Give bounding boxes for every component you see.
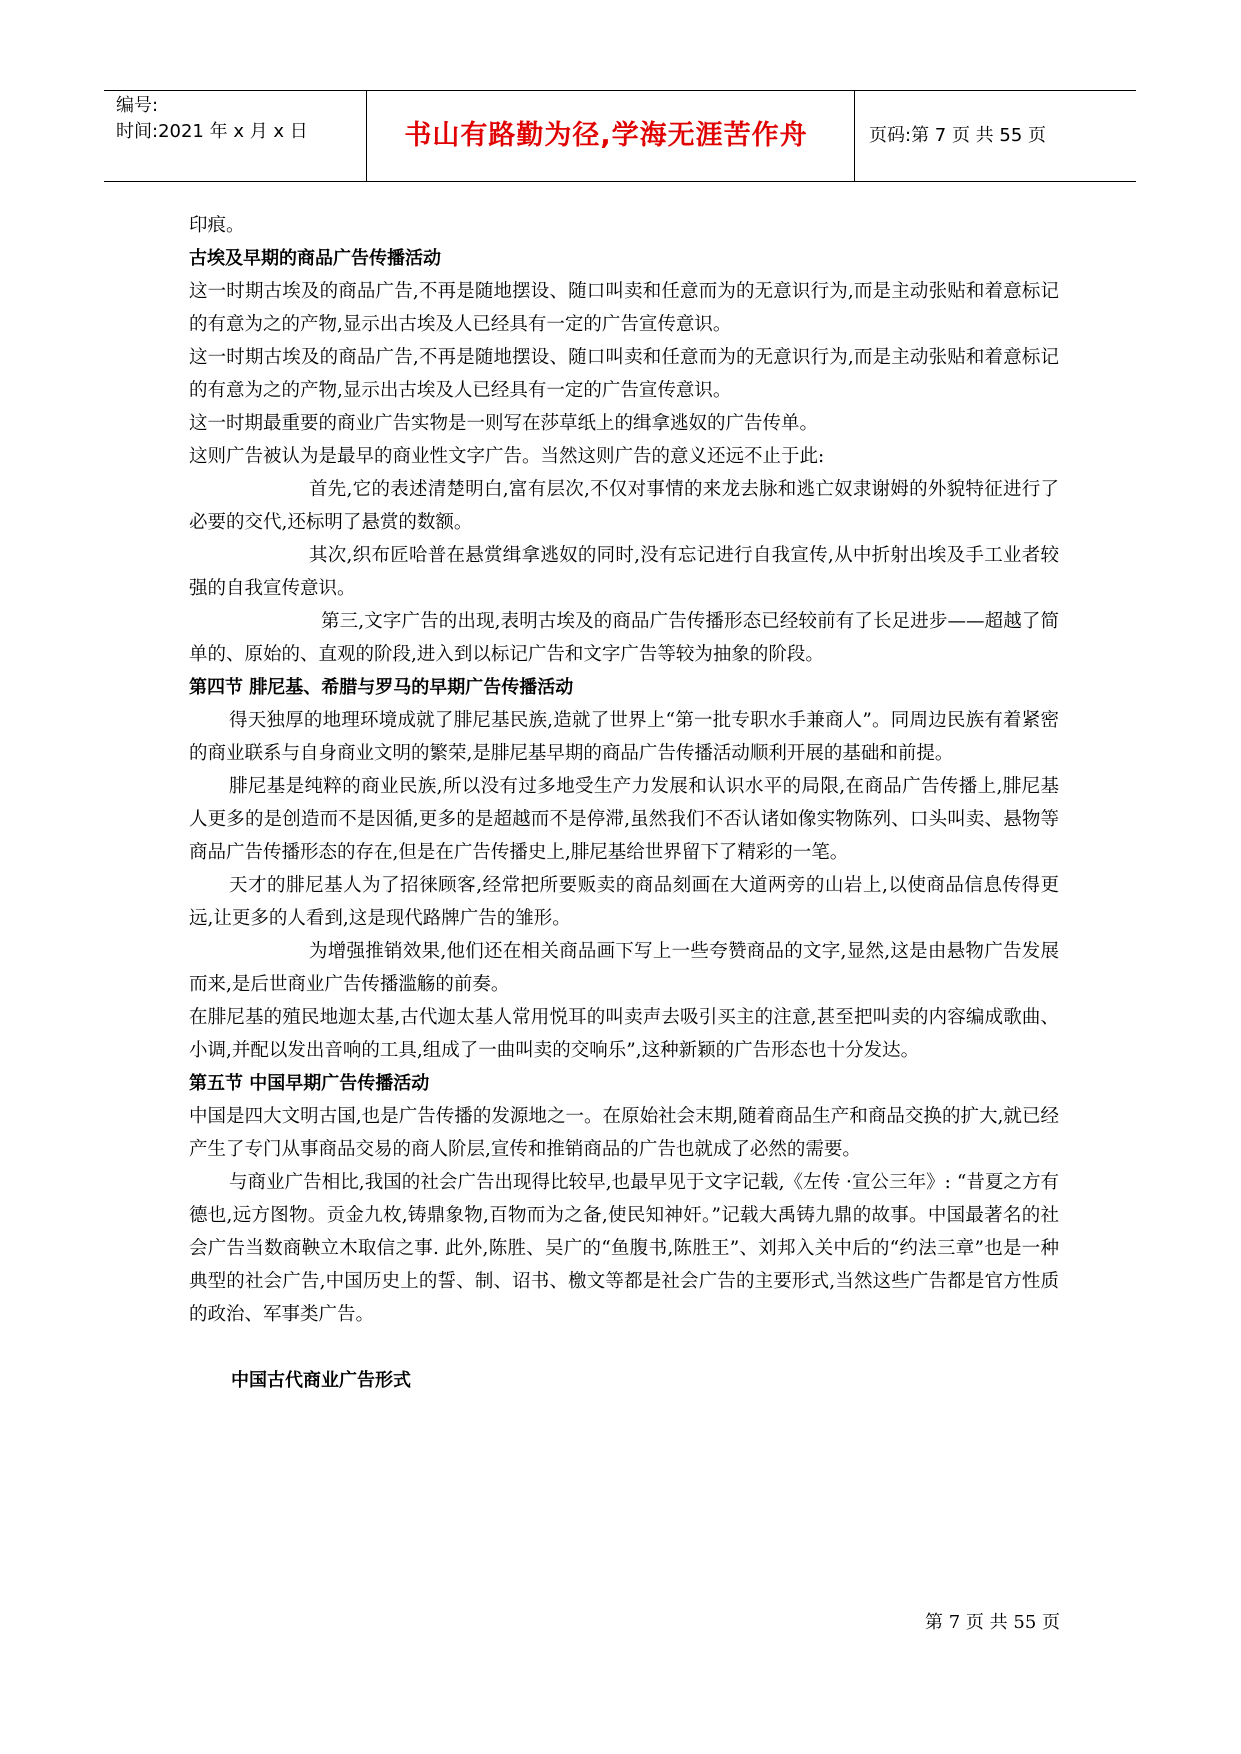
- paragraph: 这一时期最重要的商业广告实物是一则写在莎草纸上的缉拿逃奴的广告传单。: [189, 413, 819, 434]
- header-meta: [116, 93, 366, 145]
- paragraph: 第三,文字广告的出现,表明古埃及的商品广告传播形态已经较前有了长足进步——超越了简单的、原始的、直观的阶段,进入到以标记广告和文字广告等较为抽象的阶段。: [189, 611, 1059, 665]
- paragraph: 首先,它的表述清楚明白,富有层次,不仅对事情的来龙去脉和逃亡奴隶谢姆的外貌特征进行了必要的交代,还标明了悬赏的数额。: [189, 479, 1059, 533]
- header-motto: 书山有路勤为径,学海无涯苦作舟: [404, 120, 808, 151]
- paragraph: 中国是四大文明古国,也是广告传播的发源地之一。在原始社会末期,随着商品生产和商品交换的扩大,就已经产生了专门从事商品交易的商人阶层,宣传和推销商品的广告也就成了必然的需要。: [189, 1106, 1059, 1160]
- header-divider: [854, 91, 855, 181]
- paragraph: 这一时期古埃及的商品广告,不再是随地摆设、随口叫卖和任意而为的无意识行为,而是主动张贴和着意标记的有意为之的产物,显示出古埃及人已经具有一定的广告宣传意识。: [189, 347, 1059, 401]
- section-heading: 第四节 腓尼基、希腊与罗马的早期广告传播活动: [189, 677, 574, 698]
- section-heading: 中国古代商业广告形式: [231, 1370, 411, 1391]
- page-footer: 第 7 页 共 55 页: [925, 1612, 1060, 1633]
- document-number-label: 编号:: [116, 95, 159, 116]
- section-heading: 古埃及早期的商品广告传播活动: [189, 248, 441, 269]
- paragraph: 这一时期古埃及的商品广告,不再是随地摆设、随口叫卖和任意而为的无意识行为,而是主动张贴和着意标记的有意为之的产物,显示出古埃及人已经具有一定的广告宣传意识。: [189, 281, 1059, 335]
- document-time-label: 时间:2021 年 x 月 x 日: [116, 121, 308, 142]
- paragraph: 腓尼基是纯粹的商业民族,所以没有过多地受生产力发展和认识水平的局限,在商品广告传播上,腓尼基人更多的是创造而不是因循,更多的是超越而不是停滞,虽然我们不否认诸如像实物陈列、口头叫卖、悬物等商品广告传播形态的存在,但是在广告传播史上,腓尼基给世界留下了精彩的一笔。: [189, 776, 1059, 863]
- paragraph: 得天独厚的地理环境成就了腓尼基民族,造就了世界上“第一批专职水手兼商人”。同周边民族有着紧密的商业联系与自身商业文明的繁荣,是腓尼基早期的商品广告传播活动顺利开展的基础和前提。: [189, 710, 1059, 764]
- section-heading: 第五节 中国早期广告传播活动: [189, 1073, 430, 1094]
- page-header: [104, 90, 1136, 182]
- paragraph: 与商业广告相比,我国的社会广告出现得比较早,也最早见于文字记载,《左传 ·宣公三年》: “昔夏之方有德也,远方图物。贡金九枚,铸鼎象物,百物而为之备,使民知神奸。”记载大禹铸九鼎的故事。中国最著名的社会广告当数商鞅立木取信之事. 此外,陈胜、吴广的“鱼腹书,陈胜王”、刘邦入关中后的“约法三章”也是一种典型的社会广告,中国历史上的誓、制、诏书、檄文等都是社会广告的主要形式,当然这些广告都是官方性质的政治、军事类广告。: [189, 1172, 1059, 1325]
- paragraph: 天才的腓尼基人为了招徕顾客,经常把所要贩卖的商品刻画在大道两旁的山岩上,以使商品信息传得更远,让更多的人看到,这是现代路牌广告的雏形。: [189, 875, 1059, 929]
- header-page-number: 页码:第 7 页 共 55 页: [869, 125, 1047, 146]
- paragraph: 其次,织布匠哈普在悬赏缉拿逃奴的同时,没有忘记进行自我宣传,从中折射出埃及手工业者较强的自我宣传意识。: [189, 545, 1059, 599]
- paragraph: 为增强推销效果,他们还在相关商品画下写上一些夸赞商品的文字,显然,这是由悬物广告发展而来,是后世商业广告传播滥觞的前奏。: [189, 941, 1059, 995]
- paragraph: 这则广告被认为是最早的商业性文字广告。当然这则广告的意义还远不止于此:: [189, 446, 825, 467]
- paragraph: 在腓尼基的殖民地迦太基,古代迦太基人常用悦耳的叫卖声去吸引买主的注意,甚至把叫卖的内容编成歌曲、小调,并配以发出音响的工具,组成了一曲叫卖的交响乐”,这种新颖的广告形态也十分发达。: [189, 1007, 1059, 1061]
- document-body: [189, 209, 1059, 1397]
- blank-line: [189, 1331, 1059, 1364]
- paragraph: 印痕。: [189, 215, 245, 236]
